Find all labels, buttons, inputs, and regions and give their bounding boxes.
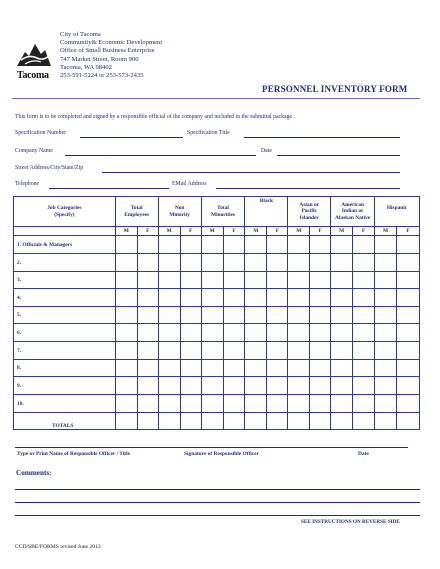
count-cell[interactable] bbox=[115, 342, 137, 360]
count-cell[interactable] bbox=[115, 324, 137, 342]
job-category-cell[interactable]: 5. bbox=[14, 307, 116, 324]
count-cell[interactable] bbox=[115, 289, 137, 307]
count-cell[interactable] bbox=[310, 236, 331, 254]
count-cell[interactable] bbox=[201, 377, 223, 395]
count-cell[interactable] bbox=[223, 254, 245, 272]
count-cell[interactable] bbox=[245, 324, 267, 342]
count-cell[interactable] bbox=[180, 360, 201, 377]
count-cell[interactable] bbox=[331, 324, 353, 342]
count-cell[interactable] bbox=[331, 272, 353, 289]
job-category-cell[interactable]: 7. bbox=[14, 342, 116, 360]
count-cell[interactable] bbox=[137, 395, 158, 413]
count-cell[interactable] bbox=[245, 272, 267, 289]
count-cell[interactable] bbox=[353, 324, 375, 342]
count-cell[interactable] bbox=[137, 342, 158, 360]
header-total-employees: Total Employees bbox=[115, 197, 158, 227]
count-cell[interactable] bbox=[353, 307, 375, 324]
count-cell[interactable] bbox=[310, 377, 331, 395]
count-cell[interactable] bbox=[396, 254, 419, 272]
count-cell[interactable] bbox=[396, 360, 419, 377]
total-cell[interactable] bbox=[201, 413, 223, 430]
count-cell[interactable] bbox=[396, 342, 419, 360]
count-cell[interactable] bbox=[137, 360, 158, 377]
count-cell[interactable] bbox=[375, 272, 397, 289]
count-cell[interactable] bbox=[353, 236, 375, 254]
job-category-cell[interactable]: 4. bbox=[14, 289, 116, 307]
count-cell[interactable] bbox=[245, 236, 267, 254]
count-cell[interactable] bbox=[245, 360, 267, 377]
company-name-label: Company Name bbox=[15, 148, 53, 154]
count-cell[interactable] bbox=[223, 307, 245, 324]
total-cell[interactable] bbox=[180, 413, 201, 430]
count-cell[interactable] bbox=[223, 342, 245, 360]
table-row bbox=[14, 289, 420, 307]
telephone-label: Telephone bbox=[15, 181, 40, 187]
count-cell[interactable] bbox=[115, 254, 137, 272]
table-row bbox=[14, 377, 420, 395]
instructions-text: This form is to be completed and signed by a responsible official of the company and included in the submittal package . bbox=[15, 114, 296, 120]
job-category-cell[interactable]: 9. bbox=[14, 377, 116, 395]
count-cell[interactable] bbox=[158, 342, 180, 360]
total-cell[interactable] bbox=[137, 413, 158, 430]
count-cell[interactable] bbox=[353, 272, 375, 289]
count-cell[interactable] bbox=[375, 254, 397, 272]
count-cell[interactable] bbox=[223, 272, 245, 289]
count-cell[interactable] bbox=[396, 324, 419, 342]
total-cell[interactable] bbox=[288, 413, 310, 430]
total-cell[interactable] bbox=[158, 413, 180, 430]
count-cell[interactable] bbox=[115, 360, 137, 377]
count-cell[interactable] bbox=[137, 289, 158, 307]
header-black: Black bbox=[245, 197, 288, 227]
count-cell[interactable] bbox=[267, 289, 288, 307]
count-cell[interactable] bbox=[245, 395, 267, 413]
count-cell[interactable] bbox=[267, 377, 288, 395]
address-line: Tacoma, WA 98402 bbox=[60, 63, 112, 71]
count-cell[interactable] bbox=[267, 342, 288, 360]
header-non-minority: Non Minority bbox=[158, 197, 201, 227]
count-cell[interactable] bbox=[223, 236, 245, 254]
count-cell[interactable] bbox=[201, 342, 223, 360]
count-cell[interactable] bbox=[245, 307, 267, 324]
count-cell[interactable] bbox=[353, 342, 375, 360]
total-cell[interactable] bbox=[396, 413, 419, 430]
count-cell[interactable] bbox=[353, 377, 375, 395]
spec-number-label: Specification Number bbox=[15, 130, 67, 136]
count-cell[interactable] bbox=[115, 236, 137, 254]
street-address-label: Street Address/City/State/Zip bbox=[15, 165, 84, 171]
count-cell[interactable] bbox=[310, 395, 331, 413]
count-cell[interactable] bbox=[375, 360, 397, 377]
count-cell[interactable] bbox=[223, 289, 245, 307]
count-cell[interactable] bbox=[245, 342, 267, 360]
count-cell[interactable] bbox=[353, 254, 375, 272]
totals-row bbox=[14, 413, 420, 430]
header-american-indian: American Indian or Alaskan Native bbox=[331, 197, 375, 227]
office-address bbox=[60, 31, 162, 80]
count-cell[interactable] bbox=[158, 395, 180, 413]
female-subheader: F bbox=[353, 227, 375, 236]
count-cell[interactable] bbox=[375, 377, 397, 395]
count-cell[interactable] bbox=[288, 377, 310, 395]
male-subheader: M bbox=[375, 227, 397, 236]
form-title: PERSONNEL INVENTORY FORM bbox=[262, 84, 408, 94]
spec-title-label: Specification Title bbox=[187, 130, 230, 136]
comments-line-1[interactable] bbox=[15, 489, 420, 490]
count-cell[interactable] bbox=[201, 324, 223, 342]
total-cell[interactable] bbox=[115, 413, 137, 430]
count-cell[interactable] bbox=[288, 360, 310, 377]
address-line: 253-591-5224 or 253-573-2435 bbox=[60, 72, 144, 80]
count-cell[interactable] bbox=[245, 254, 267, 272]
job-category-cell[interactable]: 1. Officials & Managers bbox=[14, 236, 116, 254]
count-cell[interactable] bbox=[180, 342, 201, 360]
count-cell[interactable] bbox=[158, 254, 180, 272]
date-label: Date bbox=[261, 148, 272, 154]
table-header-row bbox=[14, 197, 420, 227]
table-row bbox=[14, 307, 420, 324]
count-cell[interactable] bbox=[288, 289, 310, 307]
count-cell[interactable] bbox=[137, 324, 158, 342]
table-row bbox=[14, 360, 420, 377]
count-cell[interactable] bbox=[201, 289, 223, 307]
count-cell[interactable] bbox=[288, 307, 310, 324]
count-cell[interactable] bbox=[375, 307, 397, 324]
count-cell[interactable] bbox=[375, 289, 397, 307]
count-cell[interactable] bbox=[375, 236, 397, 254]
count-cell[interactable] bbox=[331, 395, 353, 413]
count-cell[interactable] bbox=[158, 377, 180, 395]
date-field[interactable] bbox=[277, 155, 400, 156]
job-category-cell[interactable]: 2. bbox=[14, 254, 116, 272]
job-category-cell[interactable]: 3. bbox=[14, 272, 116, 289]
count-cell[interactable] bbox=[331, 342, 353, 360]
count-cell[interactable] bbox=[180, 395, 201, 413]
count-cell[interactable] bbox=[288, 272, 310, 289]
print-name-label: Type or Print Name of Responsible Officer / Title bbox=[17, 451, 130, 457]
count-cell[interactable] bbox=[137, 254, 158, 272]
count-cell[interactable] bbox=[201, 360, 223, 377]
job-category-cell[interactable]: 6. bbox=[14, 324, 116, 342]
personnel-inventory-table bbox=[13, 196, 420, 430]
count-cell[interactable] bbox=[396, 307, 419, 324]
count-cell[interactable] bbox=[396, 289, 419, 307]
city-logo-icon bbox=[15, 38, 53, 70]
total-cell[interactable] bbox=[267, 413, 288, 430]
count-cell[interactable] bbox=[158, 289, 180, 307]
comments-line-3[interactable] bbox=[15, 515, 420, 516]
female-subheader: F bbox=[267, 227, 288, 236]
spec-title-field[interactable] bbox=[244, 137, 400, 138]
signature-line bbox=[15, 447, 408, 448]
header-asian-pacific: Asian or Pacific Islander bbox=[288, 197, 331, 227]
male-subheader: M bbox=[201, 227, 223, 236]
count-cell[interactable] bbox=[137, 307, 158, 324]
count-cell[interactable] bbox=[267, 395, 288, 413]
header-total-minorities: Total Minorities bbox=[201, 197, 245, 227]
count-cell[interactable] bbox=[267, 360, 288, 377]
signature-date-label: Date bbox=[358, 451, 369, 457]
count-cell[interactable] bbox=[180, 236, 201, 254]
count-cell[interactable] bbox=[158, 360, 180, 377]
address-line: Office of Small Business Enterprise bbox=[60, 47, 155, 55]
count-cell[interactable] bbox=[396, 236, 419, 254]
count-cell[interactable] bbox=[267, 236, 288, 254]
count-cell[interactable] bbox=[180, 254, 201, 272]
footer-revision: CCD/SBE/FORMS revised June 2013 bbox=[15, 544, 101, 550]
count-cell[interactable] bbox=[396, 377, 419, 395]
count-cell[interactable] bbox=[137, 236, 158, 254]
table-row bbox=[14, 254, 420, 272]
header-divider bbox=[12, 98, 420, 99]
count-cell[interactable] bbox=[331, 307, 353, 324]
count-cell[interactable] bbox=[310, 254, 331, 272]
count-cell[interactable] bbox=[158, 236, 180, 254]
total-cell[interactable] bbox=[331, 413, 353, 430]
count-cell[interactable] bbox=[310, 289, 331, 307]
count-cell[interactable] bbox=[180, 307, 201, 324]
logo-text: Tacoma bbox=[17, 70, 49, 81]
count-cell[interactable] bbox=[201, 254, 223, 272]
count-cell[interactable] bbox=[115, 377, 137, 395]
comments-label: Comments: bbox=[16, 469, 52, 477]
totals-label: TOTALS bbox=[14, 413, 116, 430]
count-cell[interactable] bbox=[223, 377, 245, 395]
count-cell[interactable] bbox=[331, 360, 353, 377]
count-cell[interactable] bbox=[115, 272, 137, 289]
signature-label: Signature of Responsible Officer bbox=[184, 451, 259, 457]
count-cell[interactable] bbox=[288, 254, 310, 272]
count-cell[interactable] bbox=[310, 342, 331, 360]
table-row bbox=[14, 342, 420, 360]
count-cell[interactable] bbox=[137, 377, 158, 395]
count-cell[interactable] bbox=[245, 289, 267, 307]
female-subheader: F bbox=[180, 227, 201, 236]
total-cell[interactable] bbox=[245, 413, 267, 430]
count-cell[interactable] bbox=[375, 324, 397, 342]
count-cell[interactable] bbox=[180, 272, 201, 289]
count-cell[interactable] bbox=[267, 324, 288, 342]
count-cell[interactable] bbox=[288, 324, 310, 342]
header-hispanic: Hispanic bbox=[375, 197, 420, 227]
gender-subheader-row bbox=[14, 227, 420, 236]
count-cell[interactable] bbox=[201, 395, 223, 413]
male-subheader: M bbox=[158, 227, 180, 236]
count-cell[interactable] bbox=[267, 254, 288, 272]
gender-subheader-blank bbox=[14, 227, 116, 236]
address-line: 747 Market Street, Room 900 bbox=[60, 55, 139, 63]
spec-number-field[interactable] bbox=[80, 137, 183, 138]
count-cell[interactable] bbox=[310, 307, 331, 324]
total-cell[interactable] bbox=[375, 413, 397, 430]
total-cell[interactable] bbox=[310, 413, 331, 430]
count-cell[interactable] bbox=[310, 324, 331, 342]
count-cell[interactable] bbox=[375, 342, 397, 360]
count-cell[interactable] bbox=[396, 395, 419, 413]
email-field[interactable] bbox=[216, 188, 400, 189]
job-category-cell[interactable]: 8. bbox=[14, 360, 116, 377]
count-cell[interactable] bbox=[331, 289, 353, 307]
company-name-field[interactable] bbox=[65, 155, 256, 156]
address-line: Community& Economic Development bbox=[60, 39, 163, 47]
count-cell[interactable] bbox=[201, 236, 223, 254]
count-cell[interactable] bbox=[396, 272, 419, 289]
count-cell[interactable] bbox=[288, 395, 310, 413]
count-cell[interactable] bbox=[223, 360, 245, 377]
count-cell[interactable] bbox=[375, 395, 397, 413]
comments-line-2[interactable] bbox=[15, 502, 420, 503]
count-cell[interactable] bbox=[288, 236, 310, 254]
count-cell[interactable] bbox=[331, 377, 353, 395]
count-cell[interactable] bbox=[223, 324, 245, 342]
count-cell[interactable] bbox=[310, 272, 331, 289]
count-cell[interactable] bbox=[115, 307, 137, 324]
count-cell[interactable] bbox=[331, 254, 353, 272]
count-cell[interactable] bbox=[267, 272, 288, 289]
count-cell[interactable] bbox=[115, 395, 137, 413]
count-cell[interactable] bbox=[353, 395, 375, 413]
count-cell[interactable] bbox=[201, 307, 223, 324]
count-cell[interactable] bbox=[310, 360, 331, 377]
count-cell[interactable] bbox=[353, 289, 375, 307]
total-cell[interactable] bbox=[353, 413, 375, 430]
count-cell[interactable] bbox=[180, 377, 201, 395]
address-line: City of Tacoma bbox=[60, 31, 101, 38]
male-subheader: M bbox=[245, 227, 267, 236]
count-cell[interactable] bbox=[288, 342, 310, 360]
count-cell[interactable] bbox=[267, 307, 288, 324]
female-subheader: F bbox=[396, 227, 419, 236]
count-cell[interactable] bbox=[180, 324, 201, 342]
job-category-cell[interactable]: 10. bbox=[14, 395, 116, 413]
total-cell[interactable] bbox=[223, 413, 245, 430]
count-cell[interactable] bbox=[137, 272, 158, 289]
count-cell[interactable] bbox=[223, 395, 245, 413]
count-cell[interactable] bbox=[158, 307, 180, 324]
street-address-field[interactable] bbox=[102, 172, 400, 173]
female-subheader: F bbox=[137, 227, 158, 236]
email-label: EMail Address bbox=[172, 181, 207, 187]
count-cell[interactable] bbox=[353, 360, 375, 377]
female-subheader: F bbox=[223, 227, 245, 236]
male-subheader: M bbox=[331, 227, 353, 236]
male-subheader: M bbox=[115, 227, 137, 236]
count-cell[interactable] bbox=[158, 272, 180, 289]
table-row bbox=[14, 272, 420, 289]
table-row bbox=[14, 395, 420, 413]
count-cell[interactable] bbox=[245, 377, 267, 395]
see-reverse-note: SEE INSTRUCTIONS ON REVERSE SIDE bbox=[301, 519, 400, 525]
header-job-categories: Job Categories (Specify) bbox=[14, 197, 116, 227]
count-cell[interactable] bbox=[331, 236, 353, 254]
count-cell[interactable] bbox=[201, 272, 223, 289]
table-row bbox=[14, 324, 420, 342]
count-cell[interactable] bbox=[158, 324, 180, 342]
male-subheader: M bbox=[288, 227, 310, 236]
count-cell[interactable] bbox=[180, 289, 201, 307]
table-row bbox=[14, 236, 420, 254]
telephone-field[interactable] bbox=[49, 188, 169, 189]
female-subheader: F bbox=[310, 227, 331, 236]
